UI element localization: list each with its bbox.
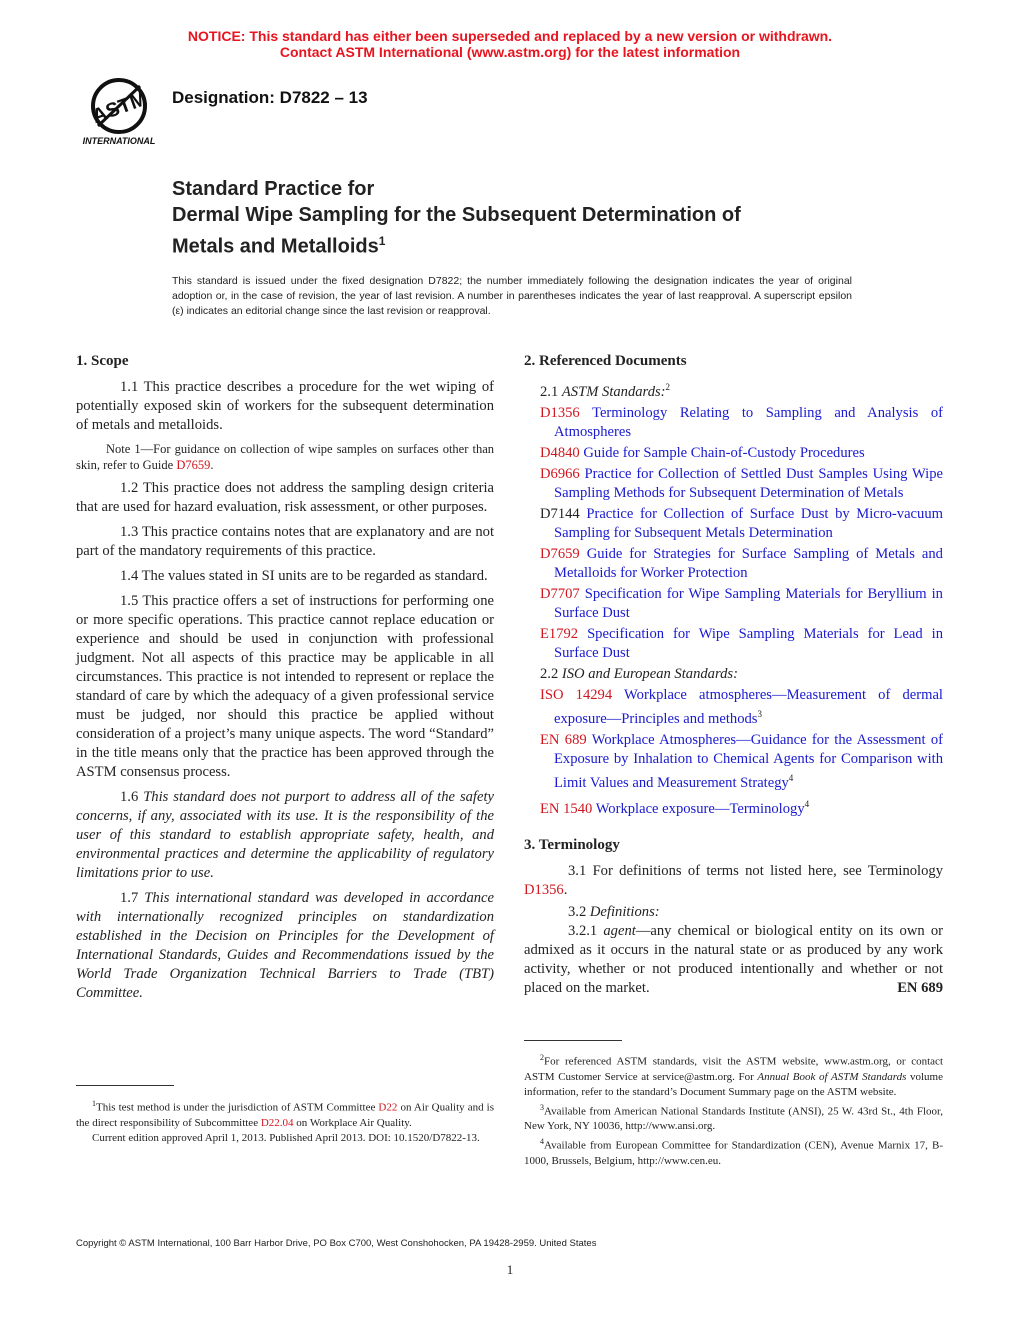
left-column	[76, 352, 494, 1009]
footnote-3-text: Available from American National Standards Institute (ANSI), 25 W. 43rd St., 4th Floor, New York, NY 10036, http://www.ansi.org.	[524, 1105, 943, 1133]
astm-standards-label	[540, 378, 943, 402]
para-1-6-text: This standard does not purport to address all of the safety concerns, if any, associated with its use. It is the responsibility of the user of this standard to establish appropriate safety, health, and environmental practices and determine the applicability of regulatory limitations prior to use.	[76, 789, 494, 881]
reference-title[interactable]: Practice for Collection of Surface Dust by Micro-vacuum Sampling for Subsequent Metals Determination	[554, 505, 943, 541]
reference-footnote-marker: 3	[757, 708, 762, 719]
astm-reference-list	[524, 404, 943, 663]
reference-title[interactable]: Workplace Atmospheres—Guidance for the Assessment of Exposure by Inhalation to Chemical Agents for Comparison with Limit Values and Measurement Strategy	[554, 731, 943, 791]
notice-line-2: Contact ASTM International (www.astm.org) for the latest information	[279, 44, 741, 60]
footnote-rule-right	[524, 1040, 622, 1041]
astm-label-num: 2.1	[540, 383, 562, 400]
reference-item[interactable]	[524, 585, 943, 623]
footnote-1-marker: 1	[92, 1099, 96, 1108]
para-1-2: 1.2 This practice does not address the sampling design criteria that are used for hazard evaluation, risk assessment, or other purposes.	[76, 480, 494, 515]
title-footnote-marker: 1	[378, 234, 386, 248]
reference-code[interactable]: D7659	[540, 545, 580, 562]
footnote-2-part-a: For referenced ASTM standards, visit the ASTM website, www.astm.org, or contact ASTM Customer Service at service@astm.org. For	[524, 1055, 943, 1083]
title-line-2: Dermal Wipe Sampling for the Subsequent Determination of	[172, 204, 741, 226]
para-1-7	[76, 889, 494, 1003]
footnote-1-part-b: on Air Quality and is the direct responsibility of Subcommittee	[76, 1101, 494, 1129]
note-1-text: Note 1—For guidance on collection of wipe samples on surfaces other than skin, refer to Guide	[76, 442, 494, 472]
footnotes-right	[524, 1050, 943, 1169]
reference-item[interactable]	[524, 731, 943, 793]
reference-title[interactable]: Guide for Sample Chain-of-Custody Procedures	[583, 444, 865, 461]
reference-title[interactable]: Specification for Wipe Sampling Materials for Lead in Surface Dust	[554, 625, 943, 661]
reference-code[interactable]: ISO 14294	[540, 686, 613, 703]
note-1	[76, 441, 494, 473]
reference-title[interactable]: Guide for Strategies for Surface Sampling of Metals and Metalloids for Worker Protection	[554, 545, 943, 581]
footnote-4-marker: 4	[540, 1137, 544, 1147]
designation: Designation: D7822 – 13	[172, 88, 368, 107]
para-3-1-end: .	[563, 882, 568, 899]
astm-logo-icon	[74, 76, 164, 148]
para-1-3: 1.3 This practice contains notes that are explanatory and are not part of the mandatory requirements of this practice.	[76, 524, 494, 559]
page-number: 1	[506, 1262, 514, 1277]
reference-item[interactable]	[524, 444, 943, 463]
issuance-statement: This standard is issued under the fixed designation D7822; the number immediately following the designation indicates the year of original adoption or, in the case of revision, the year of last revision. A number in parentheses indicates the year of last reapproval. A superscript epsilon (ε) indicates an editorial change since the last revision or reapproval.	[172, 275, 852, 317]
definition-agent: —any chemical or biological entity on its own or admixed as it occurs in the natural state or as produced by any work activity, whether or not produced intentionally and whether or not placed on the market.	[524, 923, 943, 997]
committee-d22-link[interactable]: D22	[378, 1101, 398, 1114]
reference-code[interactable]: EN 689	[540, 731, 587, 748]
footnote-2-part-b: volume information, refer to the standard’s Document Summary page on the ASTM website.	[524, 1070, 943, 1098]
para-3-1	[524, 862, 943, 900]
right-column	[524, 352, 943, 998]
footnote-1	[76, 1096, 494, 1146]
terminology-d1356-link[interactable]: D1356	[524, 882, 564, 899]
iso-reference-list	[524, 686, 943, 819]
reference-code[interactable]: D6966	[540, 465, 580, 482]
copyright: Copyright © ASTM International, 100 Barr Harbor Drive, PO Box C700, West Conshohocken, PA 19428-2959. United States	[76, 1238, 597, 1249]
definition-source: EN 689	[897, 980, 943, 997]
reference-footnote-marker: 4	[788, 772, 794, 783]
document-title	[172, 176, 912, 260]
footnote-1-part-c: on Workplace Air Quality.	[293, 1116, 412, 1129]
iso-label-text: ISO and European Standards:	[561, 665, 738, 682]
footnote-2-italic: Annual Book of ASTM Standards	[757, 1070, 907, 1083]
reference-item[interactable]	[524, 465, 943, 503]
note-1-end: .	[210, 458, 214, 472]
reference-item[interactable]	[524, 545, 943, 583]
svg-text:ASTM: ASTM	[89, 87, 151, 128]
withdrawn-notice	[0, 28, 1020, 60]
title-line-3	[172, 228, 912, 260]
footnote-2-marker: 2	[540, 1053, 544, 1062]
title-line-1: Standard Practice for	[172, 178, 375, 200]
reference-code[interactable]: D1356	[540, 404, 580, 421]
reference-title[interactable]: Specification for Wipe Sampling Materials for Beryllium in Surface Dust	[554, 585, 943, 621]
svg-text:INTERNATIONAL: INTERNATIONAL	[82, 136, 156, 146]
scope-heading: 1. Scope	[76, 353, 129, 369]
reference-code[interactable]: D7707	[540, 585, 580, 602]
reference-code[interactable]: EN 1540	[540, 800, 593, 817]
astm-logo	[74, 76, 164, 148]
para-3-2	[524, 903, 943, 922]
para-3-2-text: Definitions:	[589, 904, 660, 921]
reference-item[interactable]	[524, 795, 943, 819]
para-3-2-num: 3.2	[568, 904, 590, 921]
iso-standards-label	[540, 665, 943, 684]
reference-item[interactable]	[524, 505, 943, 543]
para-1-6	[76, 788, 494, 883]
terminology-heading: 3. Terminology	[524, 837, 620, 854]
reference-code[interactable]: D4840	[540, 444, 580, 461]
reference-title[interactable]: Terminology Relating to Sampling and Analysis of Atmospheres	[554, 404, 943, 440]
reference-title[interactable]: Practice for Collection of Settled Dust Samples Using Wipe Sampling Methods for Subsequent Determination of Metals	[554, 465, 943, 501]
para-1-7-num: 1.7	[120, 890, 145, 906]
footnote-1-text	[76, 1096, 494, 1131]
para-3-2-1-num: 3.2.1	[568, 923, 604, 940]
para-1-6-num: 1.6	[120, 789, 144, 805]
reference-code[interactable]: E1792	[540, 625, 579, 642]
para-3-1-text: 3.1 For definitions of terms not listed here, see Terminology	[568, 863, 943, 880]
para-1-5: 1.5 This practice offers a set of instructions for performing one or more specific operations. This practice cannot replace education or experience and should be used in conjunction with professional judgment. Not all aspects of this practice may be applicable in all circumstances. This practice is not intended to represent or replace the standard of care by which the adequacy of a given professional service must be judged, nor should this practice be applied without consideration of a project’s many unique aspects. The word “Standard” in the title means only that the practice has been approved through the ASTM consensus process.	[76, 593, 494, 780]
reference-footnote-marker: 4	[804, 798, 810, 809]
footnote-4-text: Available from European Committee for Standardization (CEN), Avenue Marnix 17, B-1000, Brussels, Belgium, http://www.cen.eu.	[524, 1139, 943, 1167]
footnote-4	[524, 1134, 943, 1169]
reference-title[interactable]: Workplace exposure—Terminology	[595, 800, 805, 817]
term-agent: agent	[603, 923, 636, 940]
title-line-3-text: Metals and Metalloids	[172, 235, 379, 258]
reference-item[interactable]	[524, 625, 943, 663]
reference-code[interactable]: D7144	[540, 505, 580, 522]
reference-item[interactable]	[524, 686, 943, 729]
refdocs-heading: 2. Referenced Documents	[524, 353, 687, 369]
astm-label-text: ASTM Standards:	[561, 383, 666, 400]
footnote-2	[524, 1050, 943, 1100]
footnote-3-marker: 3	[540, 1102, 544, 1112]
subcommittee-d22-04-link[interactable]: D22.04	[260, 1116, 294, 1129]
reference-item[interactable]	[524, 404, 943, 442]
note-1-link[interactable]: D7659	[176, 458, 211, 472]
edition-note: Current edition approved April 1, 2013. Published April 2013. DOI: 10.1520/D7822-13.	[92, 1131, 480, 1144]
para-1-4: 1.4 The values stated in SI units are to be regarded as standard.	[120, 568, 488, 584]
footnote-1-part-a: This test method is under the jurisdiction of ASTM Committee	[96, 1101, 379, 1114]
footnote-3	[524, 1100, 943, 1135]
astm-label-sup: 2	[665, 382, 671, 392]
footnote-rule-left	[76, 1085, 174, 1086]
reference-title[interactable]: Workplace atmospheres—Measurement of dermal exposure—Principles and methods	[554, 686, 943, 727]
notice-line-1: NOTICE: This standard has either been superseded and replaced by a new version or withdrawn.	[187, 28, 833, 44]
iso-label-num: 2.2	[540, 665, 562, 682]
para-1-7-text: This international standard was developed in accordance with internationally recognized principles on standardization established in the Decision on Principles for the Development of International Standards, Guides and Recommendations issued by the World Trade Organization Technical Barriers to Trade (TBT) Committee.	[76, 890, 495, 1001]
para-1-1: 1.1 This practice describes a procedure for the wet wiping of potentially exposed skin of workers for the subsequent determination of metals and metalloids.	[76, 379, 494, 433]
